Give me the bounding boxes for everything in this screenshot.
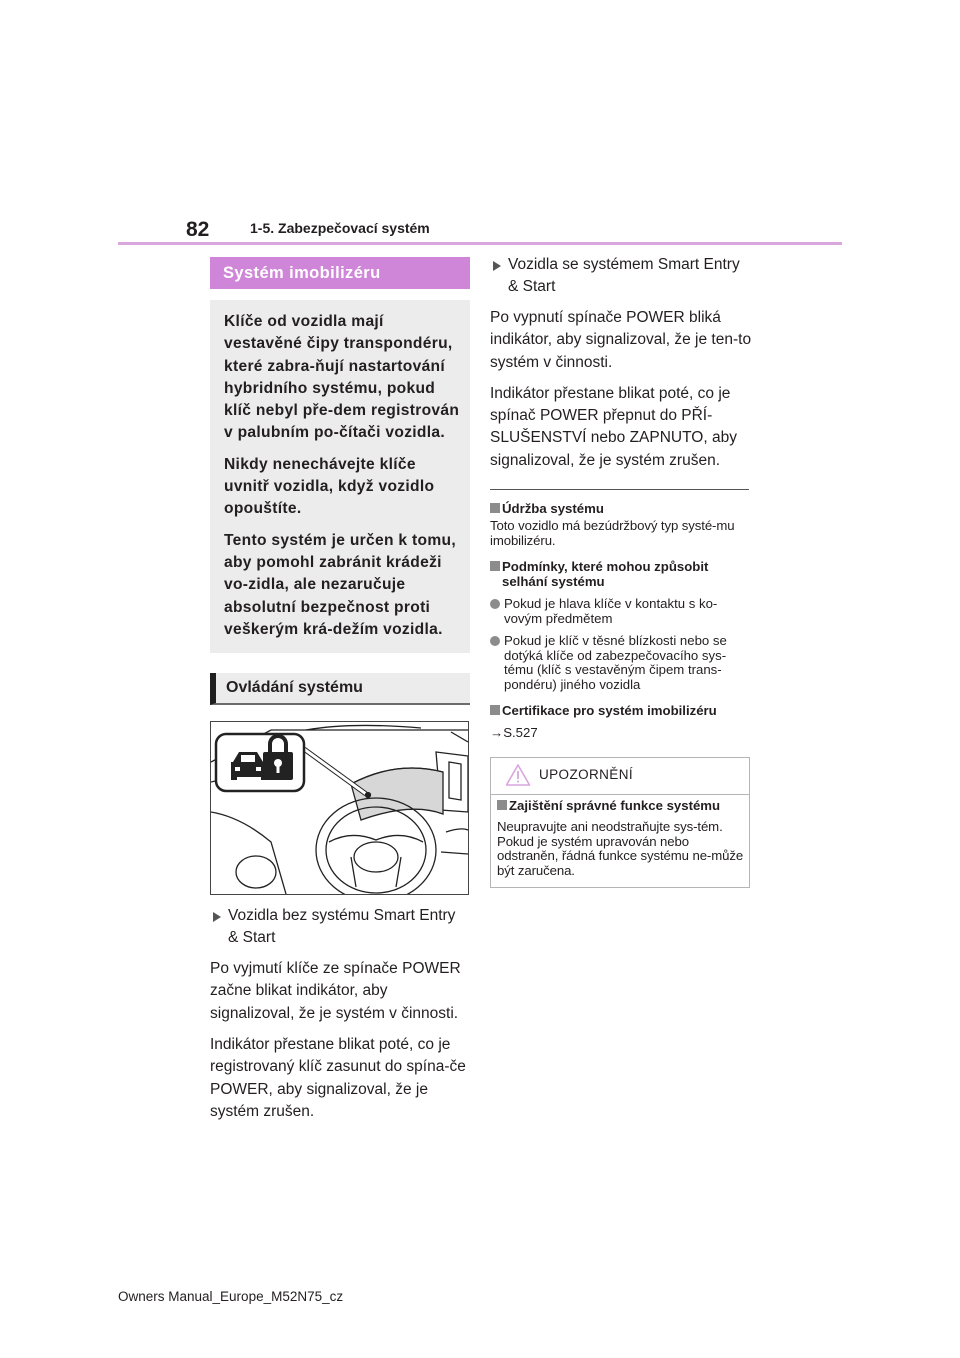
left-column — [210, 257, 470, 1123]
body-paragraph: Indikátor přestane blikat poté, co je registrovaný klíč zasunut do spína-če POWER, aby signalizoval, že je systém zrušen. — [210, 1036, 466, 1120]
page-number: 82 — [186, 218, 210, 241]
bullet-without-smart-entry: Vozidla bez systému Smart Entry & Start — [210, 905, 470, 949]
warning-body — [491, 795, 749, 887]
body-paragraph: Po vyjmutí klíče ze spínače POWER začne blikat indikátor, aby signalizoval, že je systém v činnosti. — [210, 960, 461, 1022]
warning-title: Zajištění správné funkce systému — [497, 798, 744, 813]
intro-paragraph: Nikdy nenechávejte klíče uvnitř vozidla, když vozidlo opouštíte. — [224, 455, 435, 518]
square-bullet-icon — [490, 561, 500, 571]
list-item: Pokud je hlava klíče v kontaktu s ko-vovým předmětem — [490, 597, 752, 626]
dashboard-illustration — [210, 721, 469, 895]
header-rule — [118, 242, 842, 245]
square-bullet-icon — [497, 800, 507, 810]
section-divider — [490, 489, 749, 490]
page-reference-link[interactable]: →S.527 — [490, 725, 538, 741]
right-column — [490, 254, 752, 888]
heading-immobilizer: Systém imobilizéru — [210, 257, 470, 289]
square-bullet-icon — [490, 705, 500, 715]
triangle-bullet-icon — [213, 912, 221, 922]
body-paragraph: Indikátor přestane blikat poté, co je spínač POWER přepnut do PŘÍ-SLUŠENSTVÍ nebo ZAPNUTO, aby signalizoval, že je systém zrušen. — [490, 384, 737, 469]
circle-bullet-icon — [490, 636, 500, 646]
bullet-with-smart-entry: Vozidla se systémem Smart Entry & Start — [490, 254, 752, 298]
circle-bullet-icon — [490, 599, 500, 609]
intro-paragraph: Klíče od vozidla mají vestavěné čipy transpondéru, které zabra-ňují nastartování hybridního systému, pokud klíč nebyl pře-dem registrován v palubním po-čítači vozidla. — [224, 313, 460, 442]
note-title-conditions: Podmínky, které mohou způsobit selhání systému — [490, 559, 752, 589]
warning-box — [490, 757, 750, 888]
triangle-bullet-icon — [493, 261, 501, 271]
note-title-certification: Certifikace pro systém imobilizéru — [490, 703, 752, 718]
heading-system-operation: Ovládání systému — [210, 673, 470, 705]
intro-box — [210, 300, 470, 653]
section-header: 1-5. Zabezpečovací systém — [250, 220, 430, 236]
note-text: Toto vozidlo má bezúdržbový typ systé-mu imobilizéru. — [490, 518, 735, 548]
footer: Owners Manual_Europe_M52N75_cz — [118, 1289, 344, 1304]
intro-paragraph: Tento systém je určen k tomu, aby pomohl zabránit krádeži vo-zidla, ale nezaručuje absolutní bezpečnost proti veškerým krá-dežím vozidla. — [224, 531, 456, 638]
warning-label: UPOZORNĚNÍ — [539, 767, 634, 783]
list-item: Pokud je klíč v těsné blízkosti nebo se dotýká klíče od zabezpečovacího sys-tému (klíč s vestavěným čipem trans-pondéru) jiného vozidla — [490, 634, 752, 692]
warning-triangle-icon — [505, 763, 531, 787]
warning-text: Neupravujte ani neodstraňujte sys-tém. Pokud je systém upravován nebo odstraněn, řádná funkce systému ne-může být zaručena. — [497, 819, 744, 878]
body-paragraph: Po vypnutí spínače POWER bliká indikátor, aby signalizoval, že je ten-to systém v činnosti. — [490, 309, 752, 371]
square-bullet-icon — [490, 503, 500, 513]
note-title-maintenance: Údržba systému — [490, 501, 752, 516]
warning-header — [491, 758, 749, 795]
